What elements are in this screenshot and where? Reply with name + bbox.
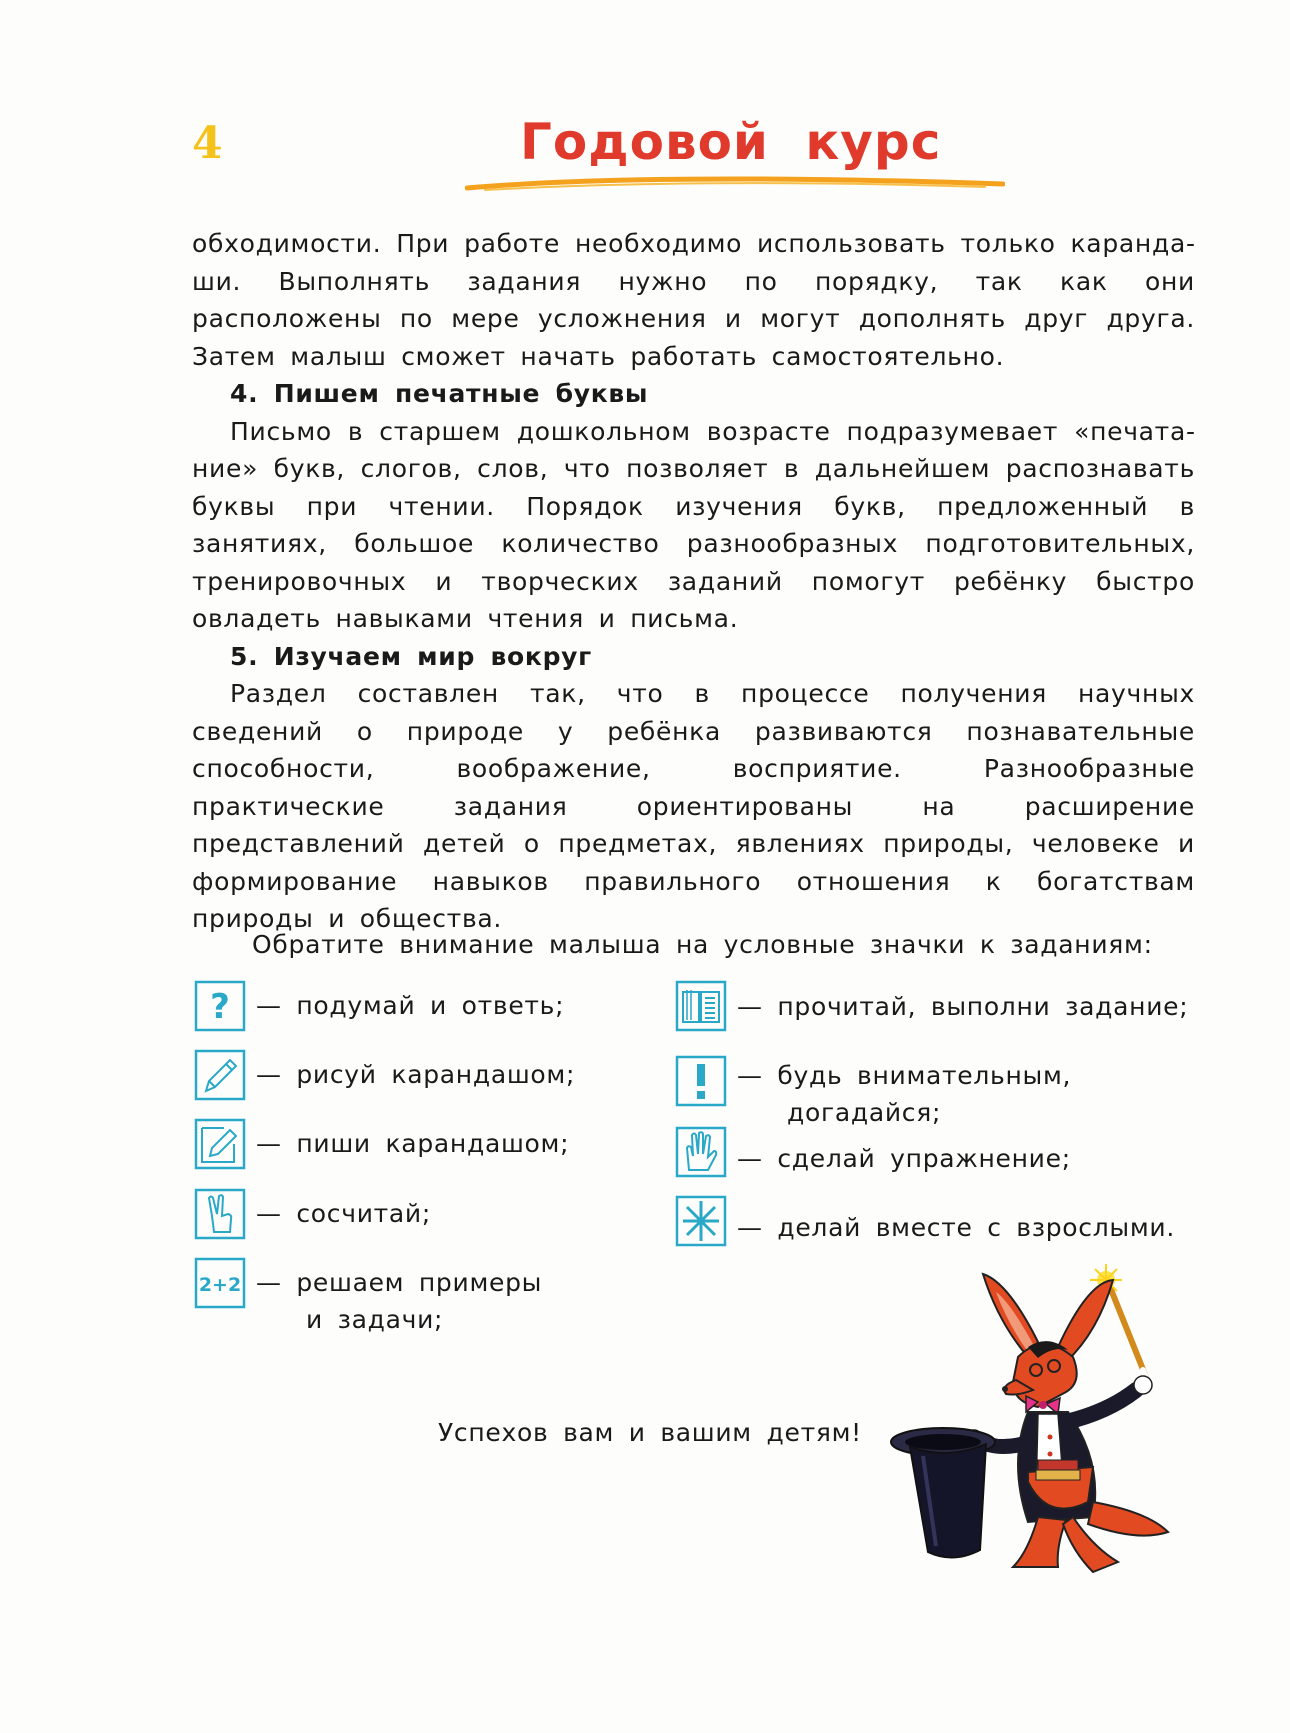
page-title: Годовой курс [520,113,942,171]
svg-text:?: ? [210,987,230,1027]
legend-label: — подумай и ответь; [256,991,565,1020]
legend-label: — решаем примеры [256,1268,543,1297]
exclamation-icon [675,1055,727,1107]
legend-notice: Обратите внимание малыша на условные значки к заданиям: [252,930,1153,959]
together-icon [675,1195,727,1247]
legend-label-continued: и задачи; [306,1305,444,1334]
pencil-icon [194,1049,246,1101]
section5-heading: 5. Изучаем мир вокруг [230,641,592,671]
svg-text:2+2: 2+2 [198,1274,242,1296]
book-icon [675,980,727,1032]
math-icon [194,1257,246,1309]
legend-label: — делай вместе с взрослыми. [737,1213,1176,1242]
legend-label: — прочитай, выполни задание; [737,992,1189,1021]
legend-label: — пиши карандашом; [256,1129,570,1158]
page-number: 4 [192,118,223,169]
body-text [192,225,1195,938]
write-icon [194,1118,246,1170]
title-underline [465,172,1005,194]
section5-text: Раздел составлен так, что в процессе получения научных сведений о природе у ребёнка развиваются познавательные способности, воображение, восприятие. Разнообразные практические задания ориентированы на расширение представлений детей о предметах, явлениях природы, человеке и формирование навыков правильного отношения к богатствам природы и общества. [192,679,1195,933]
question-icon [194,980,246,1032]
continued-paragraph: обходимости. При работе необходимо использовать только карандаши. Выполнять задания нужно по порядку, так как они расположены по мере усложнения и могут дополнять друг друга. Затем малыш сможет начать работать самостоятельно. [192,229,1195,371]
closing-wish: Успехов вам и вашим детям! [438,1418,862,1447]
count-fingers-icon [194,1188,246,1240]
legend-label-continued: догадайся; [787,1098,942,1127]
legend-label: — будь внимательным, [737,1061,1072,1090]
section4-heading: 4. Пишем печатные буквы [230,379,649,408]
section4-text: Письмо в старшем дошкольном возрасте подразумевает «печатание» букв, слогов, слов, что позволяет в дальнейшем распознавать буквы при чтении. Порядок изучения букв, предложенный в занятиях, большое количество разнообразных подготовительных, тренировочных и творческих заданий помогут ребёнку быстро овладеть навыками чтения и письма. [192,416,1195,633]
legend-label: — сосчитай; [256,1199,432,1228]
legend-label: — рисуй карандашом; [256,1060,576,1089]
kangaroo-magician-illustration [888,1262,1218,1602]
legend-label: — сделай упражнение; [737,1144,1071,1173]
hand-icon [675,1126,727,1178]
